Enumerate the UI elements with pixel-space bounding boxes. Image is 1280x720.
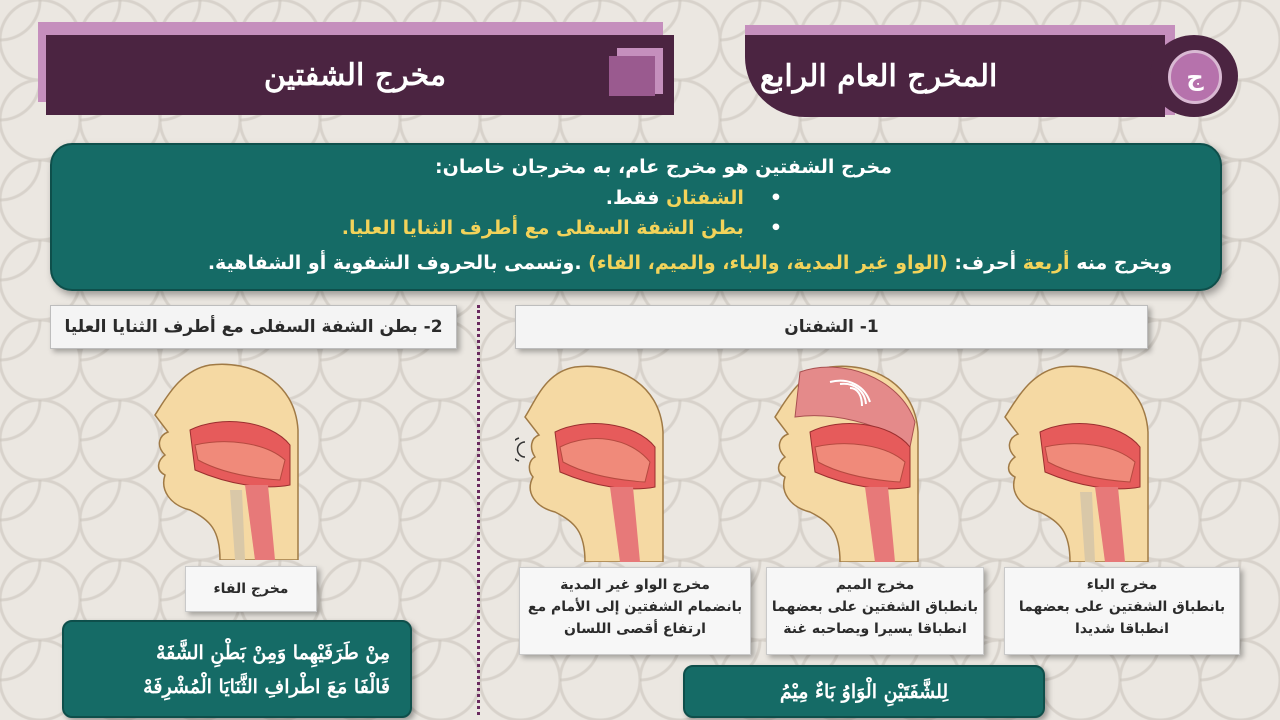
verse-line: فَالْفَا مَعَ اطْرافِ الثَّنَايَا الْمُشْرِفَهْ [143, 676, 390, 698]
ba-articulation-illustration [1000, 362, 1150, 562]
card-title: مخرج الواو غير المدية [560, 577, 710, 593]
verse-lips: لِلشَّفَتَيْنِ الْوَاوُ بَاءٌ مِيْمُ [683, 665, 1045, 718]
intro-summary [80, 243, 1192, 279]
card-desc: ارتفاع أقصى اللسان [564, 621, 706, 637]
card-ba [1004, 567, 1240, 655]
waw-articulation-illustration [515, 362, 665, 562]
decor-square-dark [609, 56, 655, 96]
bullet-dot-icon: • [769, 187, 782, 209]
summary-highlight: أربعة [1022, 252, 1070, 274]
summary-part: أحرف: [947, 252, 1023, 274]
card-desc: انطباقا شديدا [1075, 621, 1169, 637]
summary-part: .وتسمى بالحروف الشفوية أو الشفاهية. [207, 252, 589, 274]
card-desc: بانطباق الشفتين على بعضهما [1018, 599, 1226, 615]
card-desc: بانطباق الشفتين على بعضهما [771, 599, 979, 615]
card-fa [185, 566, 317, 612]
card-desc: بانضمام الشفتين إلى الأمام مع [527, 599, 743, 615]
right-title: المخرج العام الرابع [760, 58, 998, 94]
verse-line: مِنْ طَرَفَيْهِما وَمِنْ بَطْنِ الشَّفَهْ [155, 642, 390, 664]
fa-articulation-illustration [150, 360, 300, 560]
section-badge: ج [1168, 50, 1222, 104]
summary-part: ويخرج منه [1069, 252, 1172, 274]
section-header-lower-lip: 2- بطن الشفة السفلى مع أطرف الثنايا العليا [50, 305, 457, 349]
section-header-lips: 1- الشفتان [515, 305, 1148, 349]
verse-fa [62, 620, 412, 718]
bullet-text: بطن الشفة السفلى مع أطرف الثنايا العليا. [341, 217, 744, 239]
mim-articulation-illustration [770, 362, 920, 562]
card-waw [519, 567, 751, 655]
summary-letters: (الواو غير المدية، والباء، والميم، الفاء) [588, 252, 948, 274]
bullet-dot-icon: • [769, 217, 782, 239]
intro-box [50, 143, 1222, 291]
bullet-highlight: الشفتان [666, 187, 744, 209]
bullet-text: فقط. [605, 187, 667, 209]
left-title: مخرج الشفتين [263, 57, 447, 93]
intro-line: مخرج الشفتين هو مخرج عام، به مخرجان خاصان: [435, 156, 892, 178]
card-title: مخرج الفاء [213, 581, 289, 597]
card-desc: انطباقا يسيرا ويصاحبه غنة [783, 621, 967, 637]
intro-bullet-1 [80, 183, 1192, 213]
card-title: مخرج الباء [1086, 577, 1158, 593]
intro-bullet-2 [80, 213, 1192, 243]
section-divider [477, 305, 480, 715]
card-mim [766, 567, 984, 655]
card-title: مخرج الميم [835, 577, 915, 593]
